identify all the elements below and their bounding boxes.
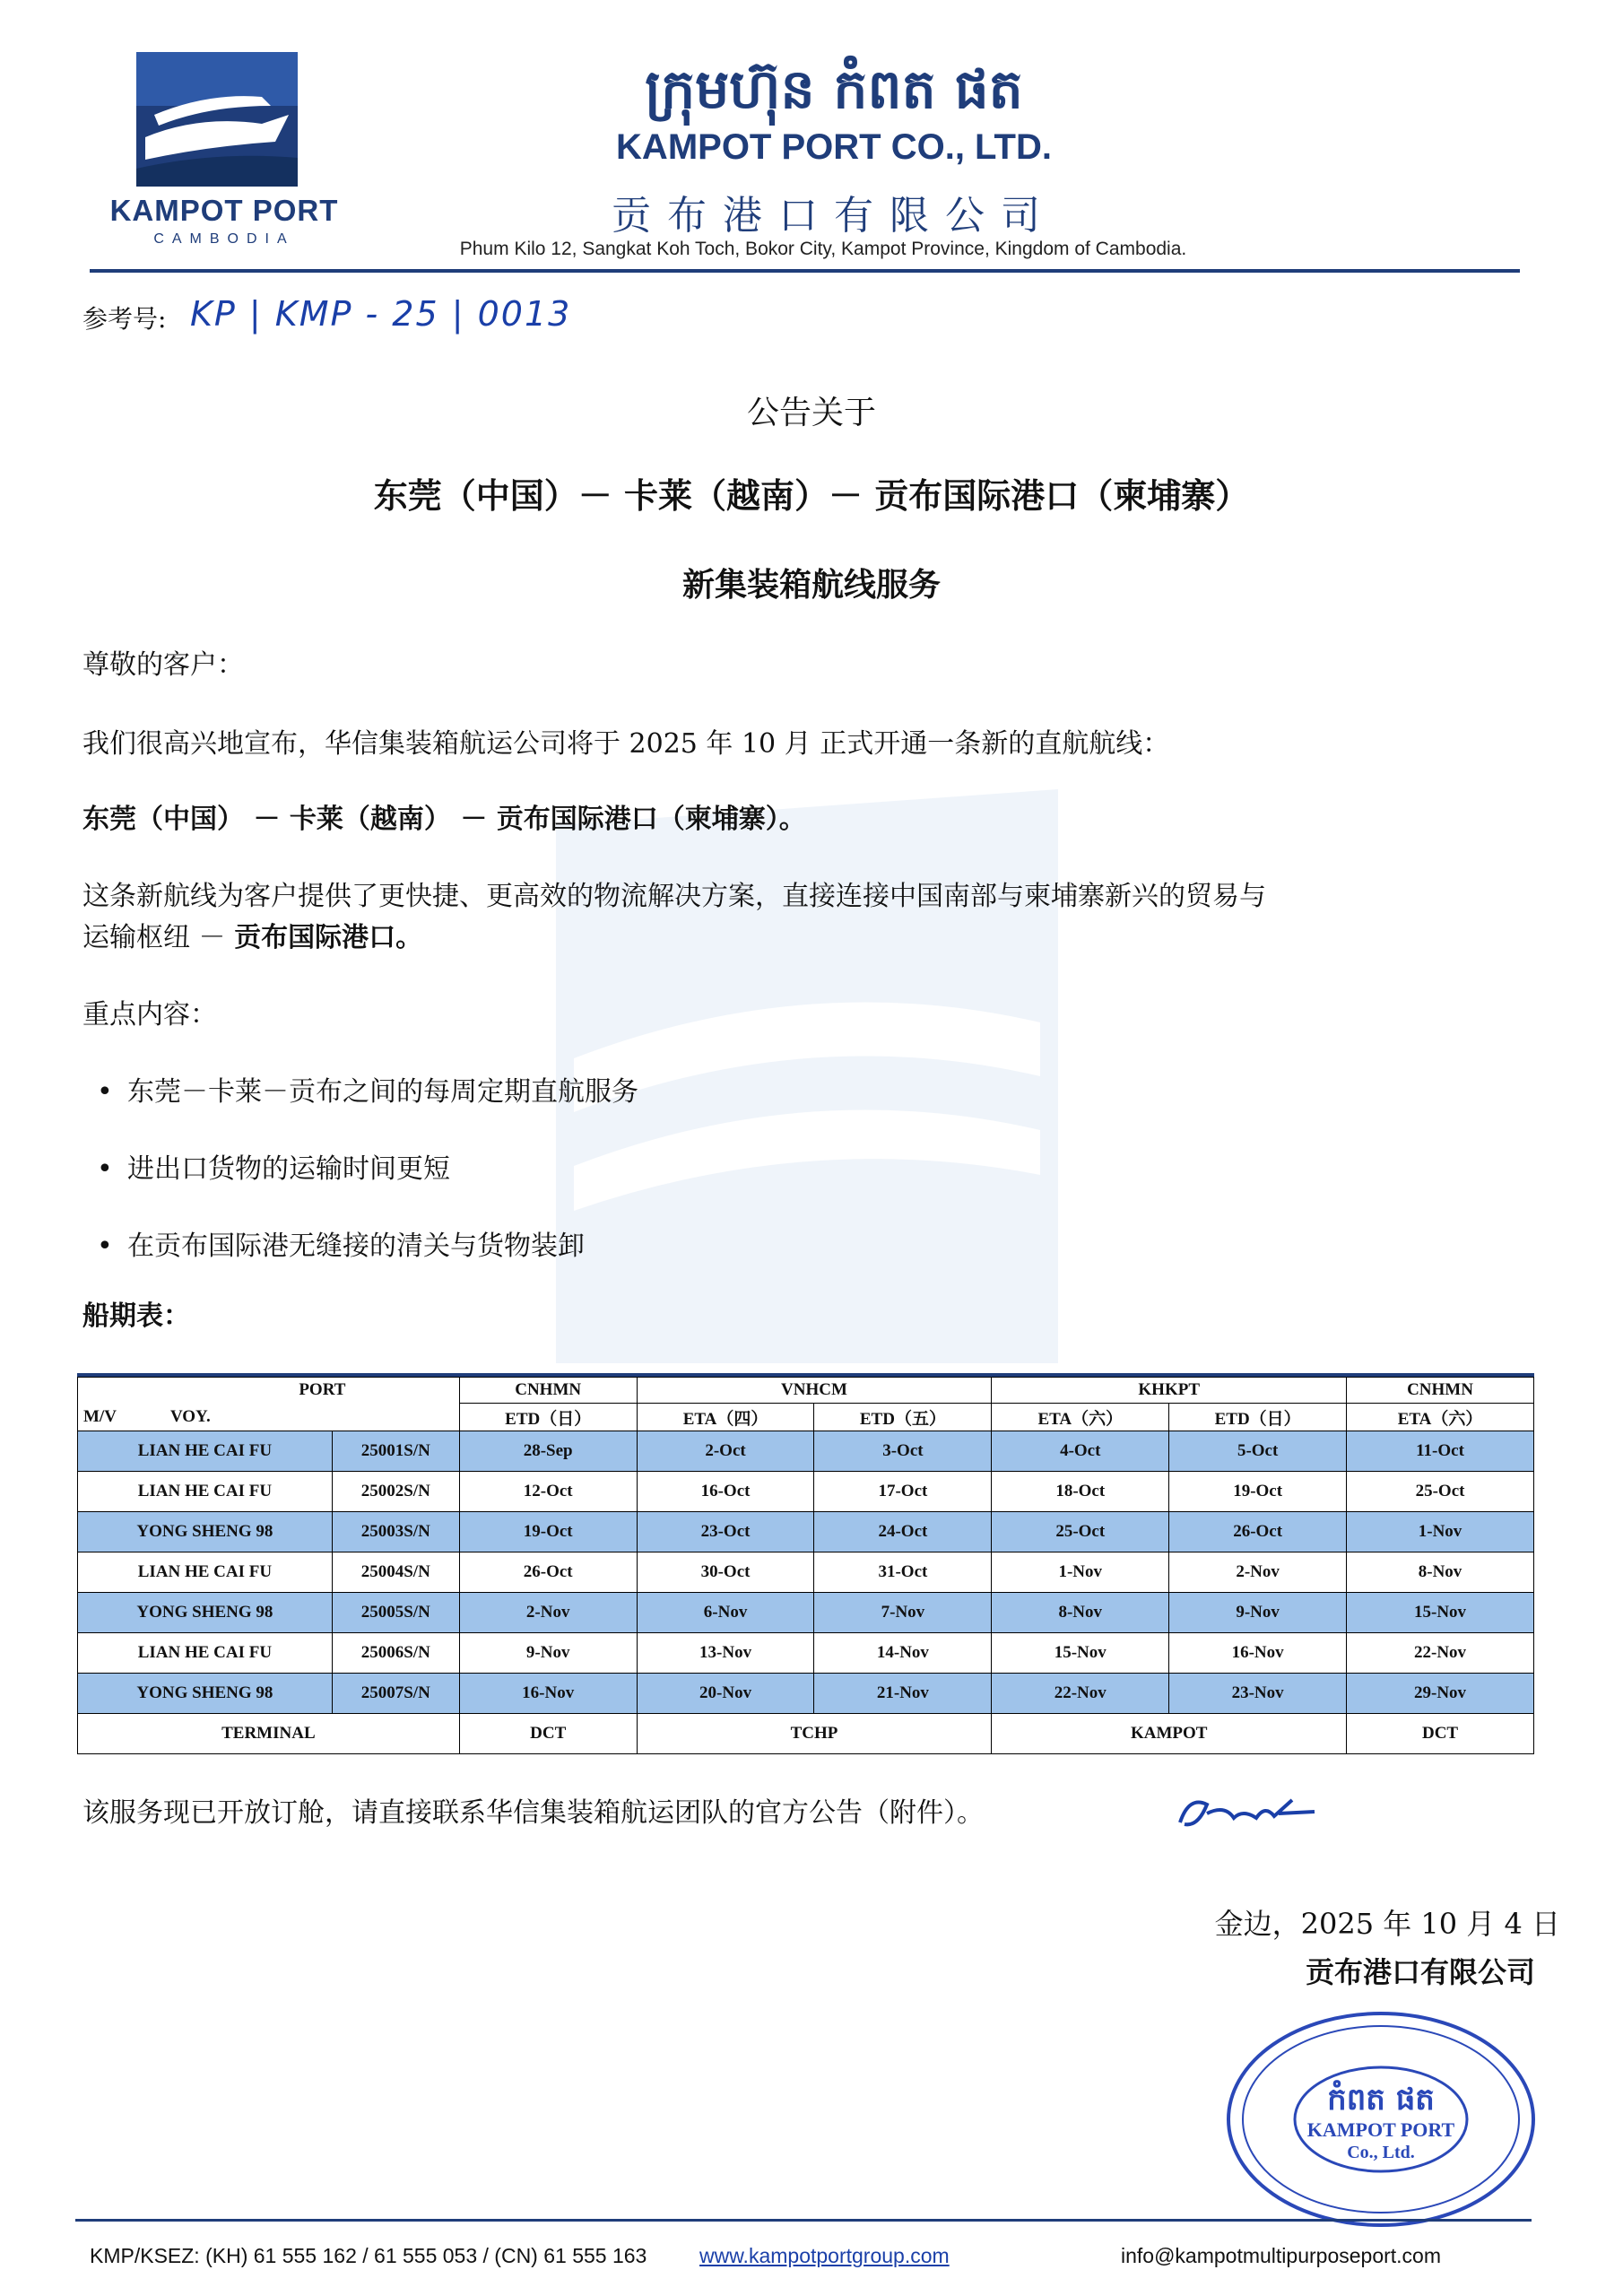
sub-header: ETA（六） (1347, 1404, 1534, 1431)
schedule-row (78, 1633, 1534, 1674)
sub-header: ETD（日） (459, 1404, 637, 1431)
schedule-row (78, 1512, 1534, 1552)
schedule-date-cell: 21-Nov (814, 1674, 992, 1714)
service-title: 新集装箱航线服务 (681, 566, 941, 604)
schedule-date-cell: 3-Oct (814, 1431, 992, 1472)
terminal-cell: KAMPOT (992, 1714, 1347, 1754)
schedule-date-cell: 23-Nov (1169, 1674, 1347, 1714)
vessel-name: YONG SHENG 98 (78, 1512, 333, 1552)
schedule-date-cell: 8-Nov (1347, 1552, 1534, 1593)
bullet-dot-icon: • (97, 1231, 113, 1262)
signing-date: 金边，2025 年 10 月 4 日 (1214, 1907, 1560, 1941)
footer-phone: KMP/KSEZ: (KH) 61 555 162 / 61 555 053 / (CN) 61 555 163 (90, 2244, 647, 2267)
port-column-header: CNHMN (1347, 1378, 1534, 1404)
port-column-header: KHKPT (992, 1378, 1347, 1404)
mv-label: M/V (83, 1406, 117, 1426)
voyage-number: 25007S/N (332, 1674, 459, 1714)
schedule-date-cell: 23-Oct (637, 1512, 814, 1552)
schedule-date-cell: 16-Nov (1169, 1633, 1347, 1674)
schedule-label: 船期表： (82, 1300, 190, 1332)
company-name-khmer: ក្រុមហ៊ុន កំពត ផត (645, 58, 1023, 121)
schedule-date-cell: 25-Oct (1347, 1472, 1534, 1512)
schedule-date-cell: 19-Oct (1169, 1472, 1347, 1512)
company-name-english: KAMPOT PORT CO., LTD. (616, 127, 1052, 167)
vessel-name: YONG SHENG 98 (78, 1674, 333, 1714)
logo-subtitle: CAMBODIA (153, 231, 295, 247)
announcement-title: 公告关于 (746, 395, 876, 431)
vessel-name: YONG SHENG 98 (78, 1593, 333, 1633)
terminal-cell: TCHP (637, 1714, 992, 1754)
schedule-date-cell: 1-Nov (992, 1552, 1169, 1593)
schedule-date-cell: 5-Oct (1169, 1431, 1347, 1472)
schedule-date-cell: 2-Nov (459, 1593, 637, 1633)
highlight-text: 东莞－卡莱－贡布之间的每周定期直航服务 (127, 1076, 638, 1108)
schedule-date-cell: 15-Nov (992, 1633, 1169, 1674)
schedule-date-cell: 29-Nov (1347, 1674, 1534, 1714)
sub-header: ETA（六） (992, 1404, 1169, 1431)
description-line-2 (82, 918, 1544, 958)
stamp-co-text: Co., Ltd. (1347, 2143, 1415, 2162)
port-header (78, 1378, 460, 1404)
route-line: 东莞（中国） － 卡莱（越南） － 贡布国际港口（柬埔寨）。 (82, 804, 806, 835)
description-port-name: 贡布国际港口。 (234, 922, 423, 953)
highlight-item (97, 1069, 638, 1109)
reference-label: 参考号: (82, 304, 167, 334)
sub-header: ETD（日） (1169, 1404, 1347, 1431)
footer-email[interactable]: info@kampotmultipurposeport.com (1121, 2244, 1442, 2267)
route-title: 东莞（中国）－ 卡莱（越南）－ 贡布国际港口（柬埔寨） (373, 475, 1250, 516)
highlights-label: 重点内容： (82, 999, 217, 1031)
voy-label: VOY. (169, 1406, 211, 1426)
schedule-date-cell: 6-Nov (637, 1593, 814, 1633)
port-column-header: CNHMN (459, 1378, 637, 1404)
schedule-date-cell: 2-Nov (1169, 1552, 1347, 1593)
schedule-date-cell: 22-Nov (1347, 1633, 1534, 1674)
voyage-number: 25002S/N (332, 1472, 459, 1512)
schedule-date-cell: 25-Oct (992, 1512, 1169, 1552)
header-divider (90, 269, 1520, 273)
highlight-text: 进出口货物的运输时间更短 (127, 1153, 450, 1185)
schedule-row (78, 1431, 1534, 1472)
schedule-date-cell: 31-Oct (814, 1552, 992, 1593)
vessel-voyage-header (78, 1404, 460, 1431)
bullet-dot-icon: • (97, 1153, 113, 1185)
voyage-number: 25005S/N (332, 1593, 459, 1633)
schedule-body (78, 1431, 1534, 1714)
sub-header: ETD（五） (814, 1404, 992, 1431)
signature-initials (1171, 1787, 1332, 1840)
company-name-chinese: 贡布港口有限公司 (612, 193, 1056, 239)
schedule-date-cell: 20-Nov (637, 1674, 814, 1714)
description-line-2-start: 运输枢纽 － (82, 922, 235, 953)
terminal-cell: DCT (1347, 1714, 1534, 1754)
booking-notice: 该服务现已开放订舱，请直接联系华信集装箱航运团队的官方公告（附件）。 (82, 1797, 984, 1829)
logo-name: KAMPOT PORT (109, 194, 339, 227)
intro-paragraph: 我们很高兴地宣布，华信集装箱航运公司将于 2025 年 10 月 正式开通一条新的直航航线： (82, 728, 1170, 760)
schedule-date-cell: 18-Oct (992, 1472, 1169, 1512)
vessel-name: LIAN HE CAI FU (78, 1552, 333, 1593)
schedule-row (78, 1674, 1534, 1714)
schedule-row (78, 1472, 1534, 1512)
schedule-date-cell: 16-Oct (637, 1472, 814, 1512)
voyage-number: 25006S/N (332, 1633, 459, 1674)
footer-website-link[interactable]: www.kampotportgroup.com (699, 2244, 950, 2267)
schedule-date-cell: 1-Nov (1347, 1512, 1534, 1552)
schedule-date-cell: 28-Sep (459, 1431, 637, 1472)
schedule-date-cell: 12-Oct (459, 1472, 637, 1512)
schedule-row (78, 1593, 1534, 1633)
schedule-date-cell: 14-Nov (814, 1633, 992, 1674)
bullet-dot-icon: • (97, 1076, 113, 1108)
schedule-date-cell: 4-Oct (992, 1431, 1169, 1472)
vessel-name: LIAN HE CAI FU (78, 1633, 333, 1674)
schedule-date-cell: 2-Oct (637, 1431, 814, 1472)
schedule-date-cell: 13-Nov (637, 1633, 814, 1674)
footer-divider (75, 2219, 1532, 2222)
highlight-text: 在贡布国际港无缝接的清关与货物装卸 (127, 1231, 585, 1262)
port-column-header: VNHCM (637, 1378, 992, 1404)
port-label: PORT (299, 1380, 346, 1400)
voyage-number: 25004S/N (332, 1552, 459, 1593)
terminal-label: TERMINAL (78, 1714, 460, 1754)
schedule-date-cell: 11-Oct (1347, 1431, 1534, 1472)
schedule-date-cell: 9-Nov (459, 1633, 637, 1674)
signing-company: 贡布港口有限公司 (1305, 1955, 1535, 1989)
schedule-date-cell: 7-Nov (814, 1593, 992, 1633)
sub-header: ETA（四） (637, 1404, 814, 1431)
vessel-name: LIAN HE CAI FU (78, 1472, 333, 1512)
company-seal-stamp (1221, 2005, 1541, 2233)
sailing-schedule-table (77, 1377, 1534, 1754)
schedule-date-cell: 22-Nov (992, 1674, 1169, 1714)
schedule-date-cell: 17-Oct (814, 1472, 992, 1512)
schedule-date-cell: 30-Oct (637, 1552, 814, 1593)
vessel-name: LIAN HE CAI FU (78, 1431, 333, 1472)
highlight-item (97, 1146, 450, 1186)
company-address: Phum Kilo 12, Sangkat Koh Toch, Bokor City, Kampot Province, Kingdom of Cambodia. (459, 239, 1187, 259)
schedule-date-cell: 26-Oct (459, 1552, 637, 1593)
schedule-date-cell: 24-Oct (814, 1512, 992, 1552)
stamp-english-text: KAMPOT PORT (1306, 2118, 1455, 2141)
stamp-khmer-text: កំពត ផត (1327, 2082, 1435, 2118)
highlight-item (97, 1223, 585, 1263)
schedule-date-cell: 9-Nov (1169, 1593, 1347, 1633)
schedule-date-cell: 26-Oct (1169, 1512, 1347, 1552)
greeting: 尊敬的客户： (82, 649, 244, 681)
schedule-date-cell: 16-Nov (459, 1674, 637, 1714)
voyage-number: 25003S/N (332, 1512, 459, 1552)
description-line-1: 这条新航线为客户提供了更快捷、更高效的物流解决方案，直接连接中国南部与柬埔寨新兴的贸易与 (82, 881, 1266, 912)
terminal-cell: DCT (459, 1714, 637, 1754)
schedule-date-cell: 15-Nov (1347, 1593, 1534, 1633)
schedule-date-cell: 8-Nov (992, 1593, 1169, 1633)
schedule-date-cell: 19-Oct (459, 1512, 637, 1552)
schedule-row (78, 1552, 1534, 1593)
reference-number: KP | KMP - 25 | 0013 (190, 294, 572, 334)
voyage-number: 25001S/N (332, 1431, 459, 1472)
